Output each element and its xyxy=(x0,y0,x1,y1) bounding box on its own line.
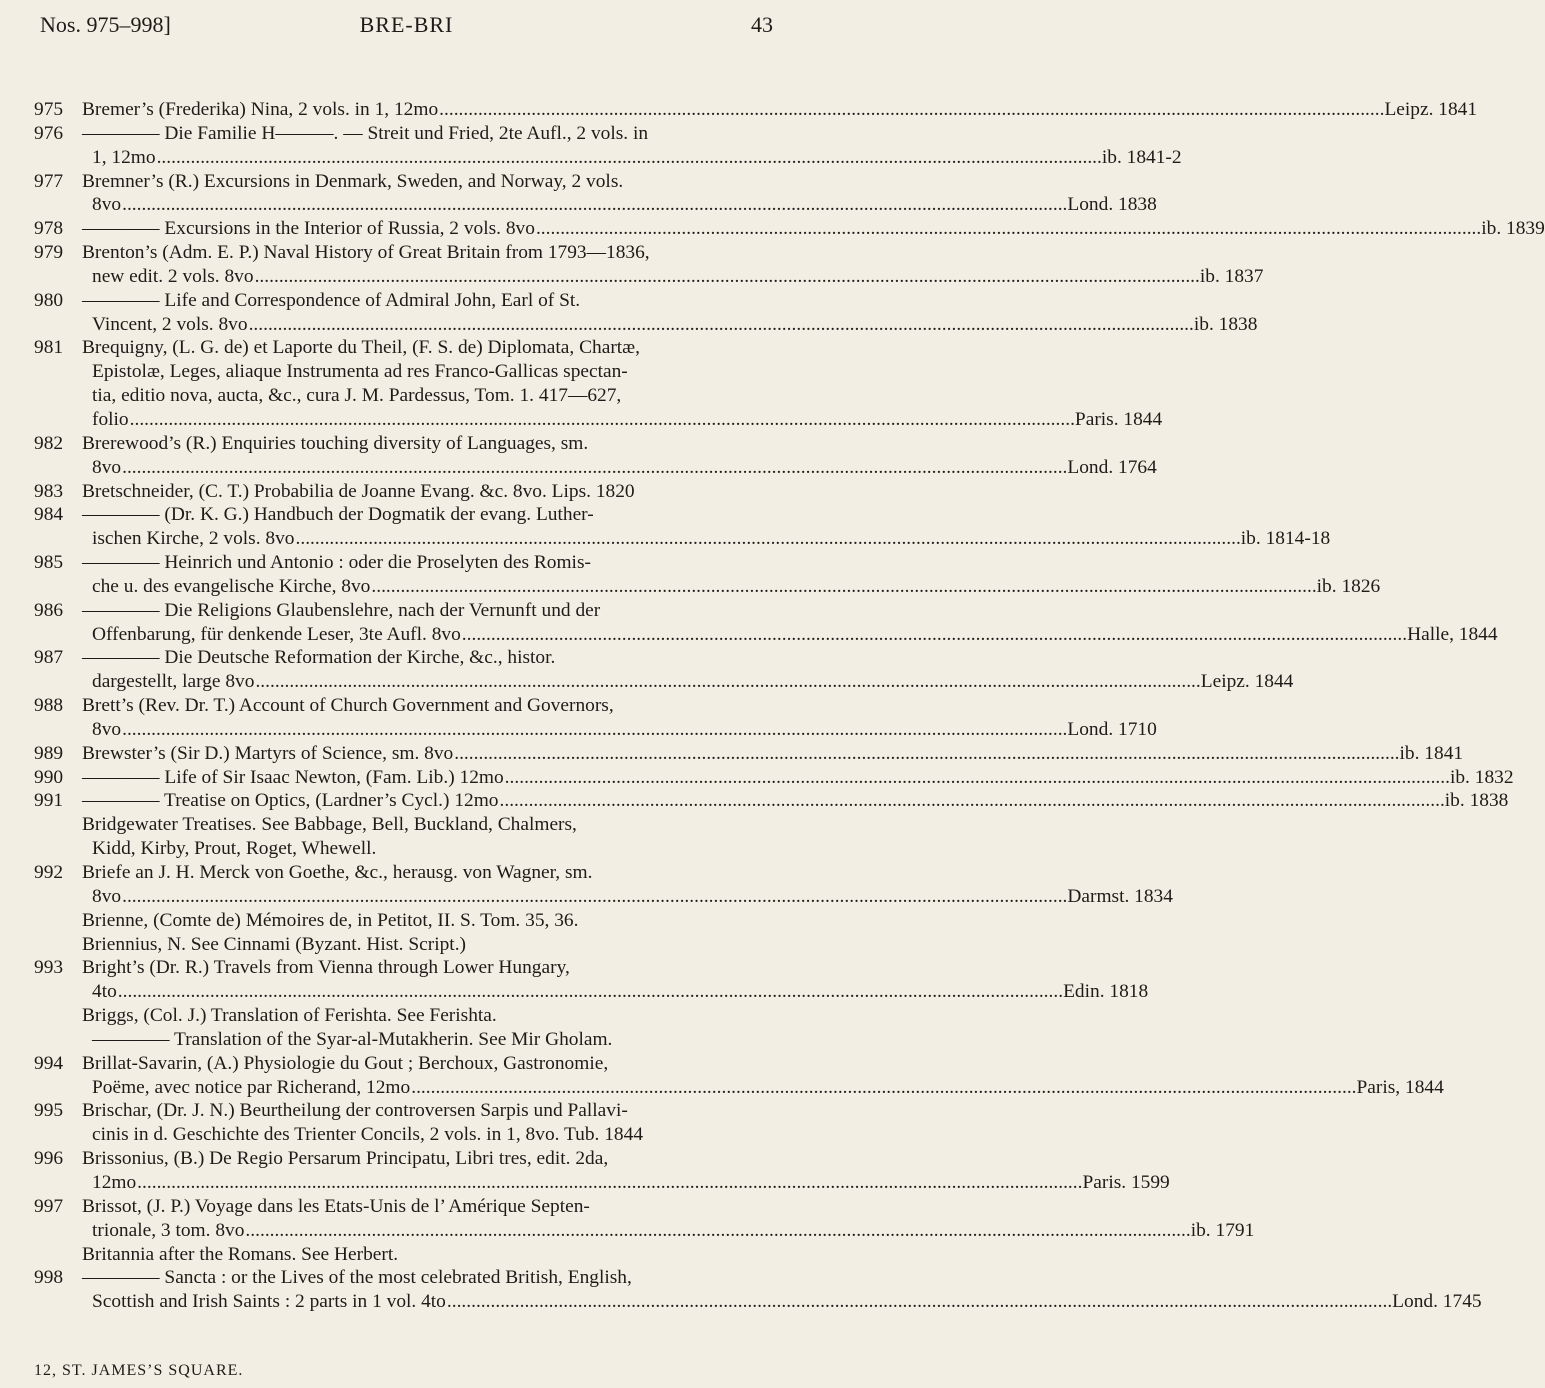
entry-text: tia, editio nova, aucta, &c., cura J. M. Pardessus, Tom. 1. 417—627, xyxy=(92,385,622,407)
entry-text: Brequigny, (L. G. de) et Laporte du Theil, (F. S. de) Diplomata, Chartæ, xyxy=(82,337,640,359)
entry-line xyxy=(82,789,1509,813)
entry-number: 988 xyxy=(34,695,64,717)
catalogue-entry xyxy=(34,551,1381,599)
entry-text: ———— Die Deutsche Reformation der Kirche, &c., histor. xyxy=(82,647,556,669)
imprint-place-year: ib. 1826 xyxy=(1316,575,1381,597)
imprint-place-year: Paris, 1844 xyxy=(1356,1076,1444,1098)
entry-line xyxy=(82,170,778,194)
entry-text: 4to xyxy=(92,981,117,1003)
catalogue-entry xyxy=(34,742,1464,766)
entry-line xyxy=(82,837,778,861)
catalogue-entry xyxy=(34,432,1157,480)
entry-text: Offenbarung, für denkende Leser, 3te Aufl. 8vo xyxy=(92,623,461,645)
entry-text: Briefe an J. H. Merck von Goethe, &c., herausg. von Wagner, sm. xyxy=(82,862,593,883)
entry-line xyxy=(82,1076,1444,1100)
dot-leader xyxy=(255,265,1200,289)
catalogue-entries xyxy=(34,98,1545,1314)
entry-text: Bretschneider, (C. T.) Probabilia de Joanne Evang. &c. 8vo. Lips. 1820 xyxy=(82,480,635,502)
entry-line xyxy=(82,933,778,957)
entry-line xyxy=(82,885,1173,909)
entry-number: 998 xyxy=(34,1267,64,1289)
entry-line xyxy=(82,289,778,313)
catalogue-entry xyxy=(34,909,778,933)
entry-text: Brewster’s (Sir D.) Martyrs of Science, sm. 8vo xyxy=(82,742,454,764)
entry-text: 12mo xyxy=(92,1171,137,1193)
entry-text: che u. des evangelische Kirche, 8vo xyxy=(92,575,371,597)
dot-leader xyxy=(411,1076,1356,1100)
entry-text: ———— Die Familie H———. — Streit und Fried, 2te Aufl., 2 vols. in xyxy=(82,122,649,144)
entry-text: ———— Translation of the Syar-al-Mutakherin. See Mir Gholam. xyxy=(92,1028,613,1050)
dot-leader xyxy=(255,670,1200,694)
entry-line xyxy=(82,313,1258,337)
entry-number: 989 xyxy=(34,742,64,764)
catalogue-entry xyxy=(34,956,1149,1004)
entry-line xyxy=(82,265,1264,289)
imprint-place-year: Lond. 1745 xyxy=(1392,1291,1482,1313)
entry-text: Bremer’s (Frederika) Nina, 2 vols. in 1, 12mo xyxy=(82,99,439,120)
entry-text: new edit. 2 vols. 8vo xyxy=(92,265,254,287)
entry-text: 8vo xyxy=(92,718,122,740)
dot-leader xyxy=(249,313,1194,337)
entry-range: Nos. 975–998] xyxy=(40,12,171,37)
dot-leader xyxy=(122,193,1067,217)
entry-text: Brenton’s (Adm. E. P.) Naval History of Great Britain from 1793—1836, xyxy=(82,242,650,264)
imprint-place-year: Darmst. 1834 xyxy=(1067,885,1173,907)
catalogue-entry xyxy=(34,217,1545,241)
catalogue-entry xyxy=(34,241,1264,289)
entry-number: 981 xyxy=(34,337,64,359)
entry-number: 997 xyxy=(34,1195,64,1217)
entry-number: 996 xyxy=(34,1148,64,1170)
entry-text: Brerewood’s (R.) Enquiries touching diversity of Languages, sm. xyxy=(82,432,589,454)
publisher-address: 12, ST. JAMES’S SQUARE. xyxy=(34,1362,244,1379)
imprint-place-year: ib. 1841 xyxy=(1399,742,1464,764)
imprint-place-year: ib. 1814-18 xyxy=(1240,528,1331,550)
dot-leader xyxy=(122,718,1067,742)
entry-number: 983 xyxy=(34,480,64,502)
entry-line xyxy=(82,1266,778,1290)
entry-line xyxy=(82,742,1464,766)
entry-number: 994 xyxy=(34,1052,64,1074)
entry-line xyxy=(82,1099,778,1123)
entry-line xyxy=(82,503,778,527)
entry-line xyxy=(82,980,1149,1004)
imprint-place-year: Edin. 1818 xyxy=(1063,981,1149,1003)
catalogue-entry xyxy=(34,694,1157,742)
entry-number: 975 xyxy=(34,99,64,120)
imprint-place-year: Paris. 1599 xyxy=(1082,1171,1170,1193)
dot-leader xyxy=(118,980,1063,1004)
catalogue-entry xyxy=(34,98,1478,122)
dot-leader xyxy=(122,885,1067,909)
entry-text: 8vo xyxy=(92,456,122,478)
catalogue-entry xyxy=(34,933,778,957)
entry-number: 982 xyxy=(34,432,64,454)
dot-leader xyxy=(500,789,1445,813)
catalogue-entry xyxy=(34,503,1331,551)
catalogue-entry xyxy=(34,861,1173,909)
entry-text: ———— Heinrich und Antonio : oder die Proselyten des Romis- xyxy=(82,552,591,574)
entry-text: Kidd, Kirby, Prout, Roget, Whewell. xyxy=(92,838,377,860)
entry-number: 995 xyxy=(34,1100,64,1122)
entry-line xyxy=(82,575,1381,599)
entry-text: trionale, 3 tom. 8vo xyxy=(92,1219,245,1241)
entry-text: Vincent, 2 vols. 8vo xyxy=(92,313,248,335)
catalogue-entry xyxy=(34,1004,778,1028)
catalogue-entry xyxy=(34,1099,778,1147)
dot-leader xyxy=(505,766,1450,790)
entry-line xyxy=(82,1290,1482,1314)
entry-number: 986 xyxy=(34,599,64,621)
dot-leader xyxy=(122,456,1067,480)
catalogue-entry xyxy=(34,1147,1170,1195)
entry-text: Poëme, avec notice par Richerand, 12mo xyxy=(92,1076,411,1098)
entry-text: Epistolæ, Leges, aliaque Instrumenta ad res Franco-Gallicas spectan- xyxy=(92,361,628,383)
entry-line xyxy=(82,551,778,575)
entry-text: ———— Life and Correspondence of Admiral John, Earl of St. xyxy=(82,289,581,311)
entry-text: Britannia after the Romans. See Herbert. xyxy=(82,1243,399,1265)
dot-leader xyxy=(137,1171,1082,1195)
entry-line xyxy=(82,599,778,623)
entry-text: ischen Kirche, 2 vols. 8vo xyxy=(92,528,295,550)
catalogue-entry xyxy=(34,170,1157,218)
entry-text: cinis in d. Geschichte des Trienter Concils, 2 vols. in 1, 8vo. Tub. 1844 xyxy=(92,1124,644,1146)
entry-line xyxy=(82,1123,778,1147)
dot-leader xyxy=(245,1219,1190,1243)
catalogue-entry xyxy=(34,1028,778,1052)
imprint-place-year: Lond. 1838 xyxy=(1067,194,1157,216)
entry-line xyxy=(82,1195,778,1219)
entry-line xyxy=(82,694,778,718)
entry-line xyxy=(82,432,778,456)
entry-line xyxy=(82,360,778,384)
imprint-place-year: ib. 1838 xyxy=(1444,790,1509,812)
imprint-place-year: Leipz. 1844 xyxy=(1200,671,1294,693)
entry-text: Brett’s (Rev. Dr. T.) Account of Church Government and Governors, xyxy=(82,695,614,717)
dot-leader xyxy=(462,623,1407,647)
entry-line xyxy=(82,1147,778,1171)
entry-line xyxy=(82,1219,1255,1243)
catalogue-entry xyxy=(34,480,778,504)
entry-line xyxy=(82,146,1182,170)
entry-number: 991 xyxy=(34,790,64,812)
entry-text: Brillat-Savarin, (A.) Physiologie du Gout ; Berchoux, Gastronomie, xyxy=(82,1052,609,1074)
entry-line xyxy=(82,861,778,885)
page-number: 43 xyxy=(751,12,773,37)
catalogue-entry xyxy=(34,122,1182,170)
entry-line xyxy=(82,408,1163,432)
dot-leader xyxy=(536,217,1481,241)
dot-leader xyxy=(447,1290,1392,1314)
entry-number: 980 xyxy=(34,289,64,311)
entry-line xyxy=(82,456,1157,480)
catalogue-entry xyxy=(34,789,1509,813)
entry-number: 990 xyxy=(34,766,64,788)
entry-line xyxy=(82,1243,778,1267)
entry-text: folio xyxy=(92,408,129,430)
entry-text: ———— (Dr. K. G.) Handbuch der Dogmatik der evang. Luther- xyxy=(82,504,594,526)
catalogue-entry xyxy=(34,1243,778,1267)
entry-text: Bremner’s (R.) Excursions in Denmark, Sweden, and Norway, 2 vols. xyxy=(82,170,624,192)
entry-text: Bright’s (Dr. R.) Travels from Vienna through Lower Hungary, xyxy=(82,957,570,979)
entry-text: Brischar, (Dr. J. N.) Beurtheilung der controversen Sarpis und Pallavi- xyxy=(82,1100,628,1122)
entry-text: ———— Sancta : or the Lives of the most celebrated British, English, xyxy=(82,1267,632,1289)
imprint-place-year: ib. 1791 xyxy=(1190,1219,1255,1241)
entry-text: dargestellt, large 8vo xyxy=(92,671,255,693)
catalogue-entry xyxy=(34,336,1163,431)
catalogue-entry xyxy=(34,1052,1444,1100)
dot-leader xyxy=(130,408,1075,432)
entry-number: 993 xyxy=(34,957,64,979)
imprint-place-year: Leipz. 1841 xyxy=(1384,99,1478,120)
page-header xyxy=(40,12,773,42)
entry-text: 1, 12mo xyxy=(92,146,156,168)
entry-line xyxy=(82,670,1294,694)
entry-line xyxy=(82,646,778,670)
entry-line xyxy=(82,718,1157,742)
entry-line xyxy=(82,623,1498,647)
entry-line xyxy=(82,98,1478,122)
entry-number: 978 xyxy=(34,218,64,240)
imprint-place-year: Lond. 1710 xyxy=(1067,718,1157,740)
entry-text: Briennius, N. See Cinnami (Byzant. Hist. Script.) xyxy=(82,933,466,955)
entry-number: 984 xyxy=(34,504,64,526)
entry-line xyxy=(82,909,778,933)
dot-leader xyxy=(157,146,1102,170)
entry-text: Brissonius, (B.) De Regio Persarum Principatu, Libri tres, edit. 2da, xyxy=(82,1148,609,1170)
entry-line xyxy=(82,1004,778,1028)
entry-line xyxy=(82,527,1331,551)
entry-number: 987 xyxy=(34,647,64,669)
running-title: BRE-BRI xyxy=(359,12,454,37)
catalogue-entry xyxy=(34,599,1498,647)
entry-number: 985 xyxy=(34,552,64,574)
entry-line xyxy=(82,384,778,408)
entry-number: 992 xyxy=(34,862,64,883)
entry-line xyxy=(82,813,778,837)
catalogue-entry xyxy=(34,646,1294,694)
entry-line xyxy=(82,1028,778,1052)
imprint-place-year: ib. 1841-2 xyxy=(1101,146,1182,168)
catalogue-entry xyxy=(34,766,1514,790)
entry-number: 979 xyxy=(34,242,64,264)
imprint-place-year: ib. 1832 xyxy=(1449,766,1514,788)
entry-text: ———— Treatise on Optics, (Lardner’s Cycl.) 12mo xyxy=(82,790,499,812)
entry-text: 8vo xyxy=(92,194,122,216)
entry-line xyxy=(82,956,778,980)
imprint-place-year: ib. 1838 xyxy=(1193,313,1258,335)
imprint-place-year: Paris. 1844 xyxy=(1074,408,1163,430)
entry-number: 977 xyxy=(34,170,64,192)
dot-leader xyxy=(439,98,1384,122)
imprint-place-year: Lond. 1764 xyxy=(1067,456,1157,478)
entry-line xyxy=(82,1171,1170,1195)
entry-line xyxy=(82,480,778,504)
catalogue-entry xyxy=(34,289,1258,337)
dot-leader xyxy=(296,527,1241,551)
entry-text: Bridgewater Treatises. See Babbage, Bell, Buckland, Chalmers, xyxy=(82,814,577,836)
dot-leader xyxy=(454,742,1399,766)
entry-line xyxy=(82,766,1514,790)
entry-text: Briggs, (Col. J.) Translation of Ferishta. See Ferishta. xyxy=(82,1005,497,1027)
dot-leader xyxy=(371,575,1316,599)
entry-line xyxy=(82,241,778,265)
entry-line xyxy=(82,122,778,146)
entry-text: Scottish and Irish Saints : 2 parts in 1 vol. 4to xyxy=(92,1291,446,1313)
imprint-place-year: ib. 1839 xyxy=(1481,218,1545,240)
entry-line xyxy=(82,193,1157,217)
entry-number: 976 xyxy=(34,122,64,144)
entry-text: ———— Die Religions Glaubenslehre, nach der Vernunft und der xyxy=(82,599,601,621)
entry-text: 8vo xyxy=(92,885,122,907)
entry-line xyxy=(82,336,778,360)
entry-text: ———— Excursions in the Interior of Russia, 2 vols. 8vo xyxy=(82,218,535,240)
imprint-place-year: Halle, 1844 xyxy=(1407,623,1498,645)
entry-text: ———— Life of Sir Isaac Newton, (Fam. Lib.) 12mo xyxy=(82,766,504,788)
entry-text: Brissot, (J. P.) Voyage dans les Etats-Unis de l’ Amérique Septen- xyxy=(82,1195,590,1217)
entry-line xyxy=(82,217,1545,241)
catalogue-entry xyxy=(34,1266,1482,1314)
catalogue-entry xyxy=(34,813,778,861)
catalogue-entry xyxy=(34,1195,1255,1243)
entry-line xyxy=(82,1052,778,1076)
imprint-place-year: ib. 1837 xyxy=(1199,265,1264,287)
entry-text: Brienne, (Comte de) Mémoires de, in Petitot, II. S. Tom. 35, 36. xyxy=(82,909,579,931)
